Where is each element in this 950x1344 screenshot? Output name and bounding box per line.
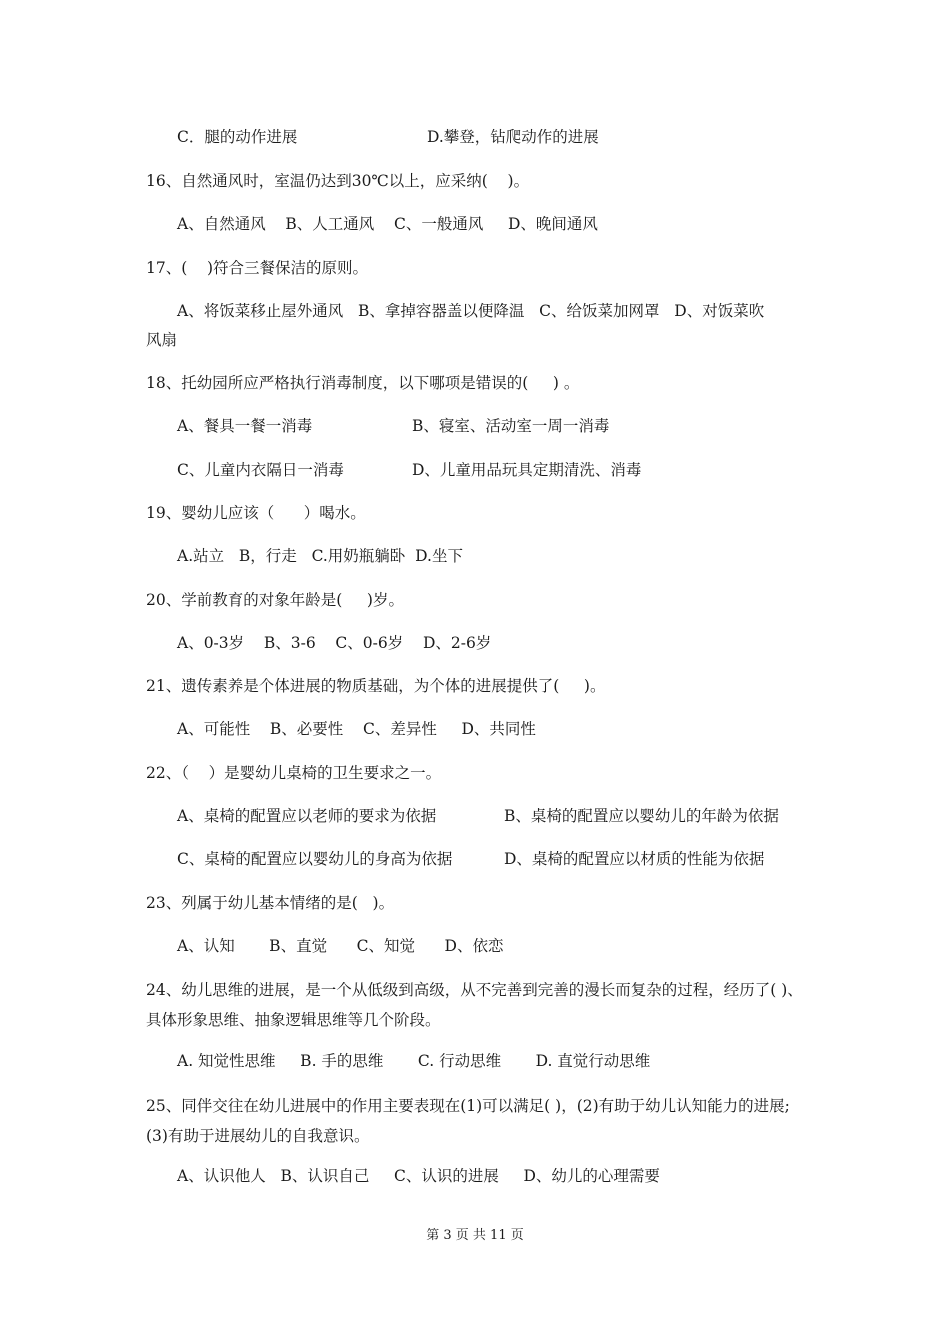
q22-option-c: C、桌椅的配置应以婴幼儿的身高为依据 xyxy=(177,850,453,868)
q17-question: 17、( )符合三餐保洁的原则。 xyxy=(146,259,369,277)
q20-options: A、0-3岁 B、3-6 C、0-6岁 D、2-6岁 xyxy=(177,634,492,652)
q18-option-a: A、餐具一餐一消毒 xyxy=(177,417,313,435)
q22-option-d: D、桌椅的配置应以材质的性能为依据 xyxy=(504,850,765,868)
q18-option-c: C、儿童内衣隔日一消毒 xyxy=(177,461,344,479)
q17-options-line2: 风扇 xyxy=(146,331,178,349)
q18-option-b: B、寝室、活动室一周一消毒 xyxy=(412,417,610,435)
q23-options: A、认知 B、直觉 C、知觉 D、依恋 xyxy=(177,937,504,955)
q18-question: 18、托幼园所应严格执行消毒制度，以下哪项是错误的( ) 。 xyxy=(146,374,580,392)
q16-options: A、自然通风 B、人工通风 C、一般通风 D、晚间通风 xyxy=(177,215,598,233)
q21-options: A、可能性 B、必要性 C、差异性 D、共同性 xyxy=(177,720,536,738)
q15-option-d: D.攀登，钻爬动作的进展 xyxy=(427,128,599,146)
q24-options: A. 知觉性思维 B. 手的思维 C. 行动思维 D. 直觉行动思维 xyxy=(177,1052,651,1070)
q24-question: 24、幼儿思维的进展，是一个从低级到高级，从不完善到完善的漫长而复杂的过程，经历了( )、具体形象思维、抽象逻辑思维等几个阶段。 xyxy=(146,981,803,1029)
q22-option-a: A、桌椅的配置应以老师的要求为依据 xyxy=(177,807,437,825)
q16-question: 16、自然通风时，室温仍达到30℃以上，应采纳( )。 xyxy=(146,172,530,190)
q17-options-line1: A、将饭菜移止屋外通风 B、拿掉容器盖以便降温 C、给饭菜加网罩 D、对饭菜吹 xyxy=(177,302,765,320)
q22-option-b: B、桌椅的配置应以婴幼儿的年龄为依据 xyxy=(504,807,779,825)
q19-options: A.站立 B，行走 C.用奶瓶躺卧 D.坐下 xyxy=(177,547,463,565)
q21-question: 21、遗传素养是个体进展的物质基础，为个体的进展提供了( )。 xyxy=(146,677,606,695)
q22-question: 22、（ ）是婴幼儿桌椅的卫生要求之一。 xyxy=(146,764,442,782)
q15-option-c: C．腿的动作进展 xyxy=(177,128,298,146)
page-footer: 第 3 页 共 11 页 xyxy=(426,1228,524,1243)
q19-question: 19、婴幼儿应该（ ）喝水。 xyxy=(146,504,366,522)
q20-question: 20、学前教育的对象年龄是( )岁。 xyxy=(146,591,404,609)
q23-question: 23、列属于幼儿基本情绪的是( )。 xyxy=(146,894,395,912)
q25-question: 25、同伴交往在幼儿进展中的作用主要表现在(1)可以满足( )，(2)有助于幼儿认知能力的进展;(3)有助于进展幼儿的自我意识。 xyxy=(146,1097,790,1145)
q25-options: A、认识他人 B、认识自己 C、认识的进展 D、幼儿的心理需要 xyxy=(177,1167,660,1185)
q18-option-d: D、儿童用品玩具定期清洗、消毒 xyxy=(412,461,642,479)
